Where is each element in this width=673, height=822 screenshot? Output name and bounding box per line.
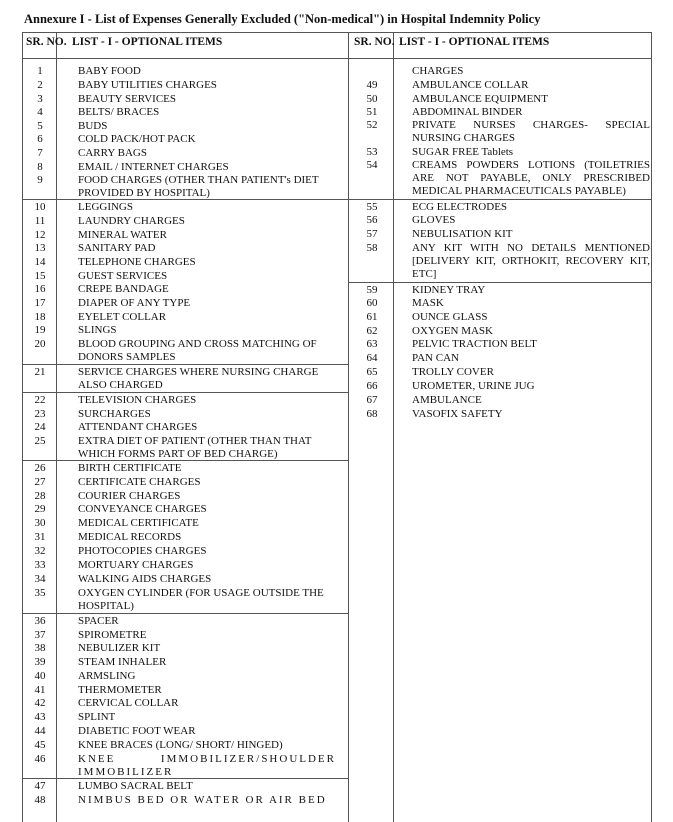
item-text: GLOVES <box>412 214 456 226</box>
serial-number: 9 <box>37 174 43 186</box>
serial-number: 29 <box>34 503 46 515</box>
item-text: MINERAL WATER <box>78 229 167 241</box>
item-text: EYELET COLLAR <box>78 311 167 323</box>
left-item-row <box>22 656 392 669</box>
serial-number: 58 <box>366 242 378 254</box>
left-item-row <box>22 297 392 310</box>
item-text: CREAMS POWDERS LOTIONS (TOILETRIES ARE NOT PAYABLE, ONLY PRESCRIBED MEDICAL PHARMACEUTICALS PAYABLE) <box>412 159 650 197</box>
serial-number: 3 <box>37 93 43 105</box>
item-text: OUNCE GLASS <box>412 311 488 323</box>
item-text: SUGAR FREE Tablets <box>412 146 514 158</box>
serial-number: 40 <box>34 670 46 682</box>
serial-number: 55 <box>366 201 378 213</box>
left-item-row <box>22 174 392 200</box>
item-text: ARMSLING <box>78 670 136 682</box>
item-text: SPIROMETRE <box>78 629 147 641</box>
item-text: LAUNDRY CHARGES <box>78 215 185 227</box>
left-item-row <box>22 490 392 503</box>
serial-number: 48 <box>34 794 46 806</box>
left-item-row <box>22 242 392 255</box>
left-item-row <box>22 106 392 119</box>
right-item-row <box>350 325 652 338</box>
serial-number: 44 <box>34 725 46 737</box>
item-text: SLINGS <box>78 324 117 336</box>
item-text: SURCHARGES <box>78 408 151 420</box>
left-row-divider <box>22 778 348 779</box>
left-item-row <box>22 93 392 106</box>
item-text: FOOD CHARGES (OTHER THAN PATIENT's DIET PROVIDED BY HOSPITAL) <box>78 174 319 199</box>
item-text: MASK <box>412 297 444 309</box>
right-item-row <box>350 93 652 106</box>
right-item-row <box>350 201 652 214</box>
serial-number: 26 <box>34 462 46 474</box>
serial-number: 56 <box>366 214 378 226</box>
item-text: CARRY BAGS <box>78 147 147 159</box>
item-text: BABY UTILITIES CHARGES <box>78 79 217 91</box>
serial-number: 35 <box>34 587 46 599</box>
left-item-row <box>22 725 392 738</box>
item-text: ABDOMINAL BINDER <box>412 106 523 118</box>
serial-number: 37 <box>34 629 46 641</box>
serial-number: 49 <box>366 79 378 91</box>
right-item-row <box>350 242 652 281</box>
serial-number: 10 <box>34 201 46 213</box>
serial-number: 42 <box>34 697 46 709</box>
item-text: MEDICAL CERTIFICATE <box>78 517 199 529</box>
left-item-row <box>22 79 392 92</box>
serial-number: 46 <box>34 753 46 765</box>
left-item-row <box>22 739 392 752</box>
serial-number: 22 <box>34 394 46 406</box>
item-text: ECG ELECTRODES <box>412 201 508 213</box>
item-text: PELVIC TRACTION BELT <box>412 338 537 350</box>
right-sr-header: SR. NO. <box>354 36 395 48</box>
right-item-row <box>350 408 652 421</box>
left-row-divider <box>22 199 348 200</box>
serial-number: 4 <box>37 106 43 118</box>
item-text: NIMBUS BED OR WATER OR AIR BED <box>78 794 327 806</box>
right-item-row <box>350 119 652 145</box>
item-text: SERVICE CHARGES WHERE NURSING CHARGE ALSO CHARGED <box>78 366 319 391</box>
left-item-row <box>22 161 392 174</box>
left-item-row <box>22 476 392 489</box>
item-text: MORTUARY CHARGES <box>78 559 194 571</box>
right-item-row <box>350 394 652 407</box>
serial-number: 19 <box>34 324 46 336</box>
left-row-divider <box>22 392 348 393</box>
item-text: ATTENDANT CHARGES <box>78 421 198 433</box>
item-text: DIABETIC FOOT WEAR <box>78 725 196 737</box>
right-item-row <box>350 338 652 351</box>
right-item-row <box>350 65 652 78</box>
serial-number: 7 <box>37 147 43 159</box>
right-item-row <box>350 106 652 119</box>
item-text: TROLLY COVER <box>412 366 494 378</box>
serial-number: 20 <box>34 338 46 350</box>
left-item-row <box>22 780 392 793</box>
right-item-row <box>350 366 652 379</box>
left-item-row <box>22 435 392 461</box>
right-row-divider <box>348 199 652 200</box>
serial-number: 47 <box>34 780 46 792</box>
item-text: BEAUTY SERVICES <box>78 93 177 105</box>
serial-number: 27 <box>34 476 46 488</box>
serial-number: 13 <box>34 242 46 254</box>
serial-number: 38 <box>34 642 46 654</box>
item-text: BUDS <box>78 120 108 132</box>
serial-number: 53 <box>366 146 378 158</box>
item-text: LUMBO SACRAL BELT <box>78 780 193 792</box>
right-item-row <box>350 311 652 324</box>
item-text: EXTRA DIET OF PATIENT (OTHER THAN THAT WHICH FORMS PART OF BED CHARGE) <box>78 435 312 460</box>
left-item-row <box>22 270 392 283</box>
item-text: AMBULANCE COLLAR <box>412 79 529 91</box>
right-item-row <box>350 352 652 365</box>
serial-number: 59 <box>366 284 378 296</box>
right-item-row <box>350 159 652 198</box>
serial-number: 23 <box>34 408 46 420</box>
serial-number: 36 <box>34 615 46 627</box>
item-text: BABY FOOD <box>78 65 141 77</box>
left-item-row <box>22 283 392 296</box>
item-text: NEBULIZER KIT <box>78 642 161 654</box>
serial-number: 60 <box>366 297 378 309</box>
left-item-row <box>22 215 392 228</box>
left-item-row <box>22 753 392 779</box>
serial-number: 68 <box>366 408 378 420</box>
item-text: WALKING AIDS CHARGES <box>78 573 212 585</box>
serial-number: 67 <box>366 394 378 406</box>
left-item-row <box>22 229 392 242</box>
item-text: COLD PACK/HOT PACK <box>78 133 196 145</box>
left-item-row <box>22 559 392 572</box>
item-text: SANITARY PAD <box>78 242 156 254</box>
left-item-row <box>22 338 392 364</box>
left-item-row <box>22 711 392 724</box>
document-title: Annexure I - List of Expenses Generally Excluded ("Non-medical") in Hospital Indemnity Policy <box>24 12 541 26</box>
item-text: OXYGEN MASK <box>412 325 493 337</box>
left-item-row <box>22 573 392 586</box>
item-text: SPACER <box>78 615 119 627</box>
item-text: CERTIFICATE CHARGES <box>78 476 201 488</box>
left-list-header: LIST - I - OPTIONAL ITEMS <box>72 36 223 48</box>
item-text: BELTS/ BRACES <box>78 106 160 118</box>
item-text: CONVEYANCE CHARGES <box>78 503 207 515</box>
serial-number: 8 <box>37 161 43 173</box>
item-text: KNEE BRACES (LONG/ SHORT/ HINGED) <box>78 739 283 751</box>
serial-number: 11 <box>34 215 46 227</box>
left-item-row <box>22 147 392 160</box>
left-item-row <box>22 697 392 710</box>
serial-number: 17 <box>34 297 46 309</box>
left-item-row <box>22 421 392 434</box>
left-row-divider <box>22 460 348 461</box>
serial-number: 16 <box>34 283 46 295</box>
left-item-row <box>22 366 392 392</box>
item-text: VASOFIX SAFETY <box>412 408 503 420</box>
item-text: OXYGEN CYLINDER (FOR USAGE OUTSIDE THE HOSPITAL) <box>78 587 324 612</box>
left-item-row <box>22 794 392 807</box>
item-text: PHOTOCOPIES CHARGES <box>78 545 207 557</box>
left-row-divider <box>22 364 348 365</box>
left-item-row <box>22 133 392 146</box>
item-text: MEDICAL RECORDS <box>78 531 182 543</box>
item-text: TELEPHONE CHARGES <box>78 256 196 268</box>
left-item-row <box>22 545 392 558</box>
serial-number: 21 <box>34 366 46 378</box>
item-text: AMBULANCE EQUIPMENT <box>412 93 548 105</box>
serial-number: 39 <box>34 656 46 668</box>
left-item-row <box>22 462 392 475</box>
serial-number: 65 <box>366 366 378 378</box>
serial-number: 64 <box>366 352 378 364</box>
right-list-header: LIST - I - OPTIONAL ITEMS <box>399 36 550 48</box>
left-item-row <box>22 311 392 324</box>
serial-number: 33 <box>34 559 46 571</box>
serial-number: 57 <box>366 228 378 240</box>
left-item-row <box>22 503 392 516</box>
item-text: CREPE BANDAGE <box>78 283 169 295</box>
left-row-divider <box>22 613 348 614</box>
serial-number: 30 <box>34 517 46 529</box>
serial-number: 45 <box>34 739 46 751</box>
left-item-row <box>22 587 392 613</box>
serial-number: 25 <box>34 435 46 447</box>
header-divider <box>22 58 652 59</box>
left-item-row <box>22 615 392 628</box>
item-text: BLOOD GROUPING AND CROSS MATCHING OF DONORS SAMPLES <box>78 338 317 363</box>
item-text: KIDNEY TRAY <box>412 284 486 296</box>
serial-number: 43 <box>34 711 46 723</box>
item-text: DIAPER OF ANY TYPE <box>78 297 191 309</box>
right-item-row <box>350 284 652 297</box>
left-item-row <box>22 670 392 683</box>
serial-number: 41 <box>34 684 46 696</box>
item-text: EMAIL / INTERNET CHARGES <box>78 161 229 173</box>
item-text: BIRTH CERTIFICATE <box>78 462 182 474</box>
serial-number: 15 <box>34 270 46 282</box>
right-row-divider <box>348 282 652 283</box>
left-item-row <box>22 408 392 421</box>
left-item-row <box>22 684 392 697</box>
serial-number: 1 <box>37 65 43 77</box>
serial-number: 2 <box>37 79 43 91</box>
left-item-row <box>22 394 392 407</box>
serial-number: 6 <box>37 133 43 145</box>
left-item-row <box>22 120 392 133</box>
item-text: PRIVATE NURSES CHARGES- SPECIAL NURSING CHARGES <box>412 119 650 144</box>
left-sr-header: SR. NO. <box>26 36 67 48</box>
item-text: PAN CAN <box>412 352 459 364</box>
right-item-row <box>350 79 652 92</box>
serial-number: 12 <box>34 229 46 241</box>
serial-number: 66 <box>366 380 378 392</box>
serial-number: 61 <box>366 311 378 323</box>
serial-number: 18 <box>34 311 46 323</box>
serial-number: 54 <box>366 159 378 171</box>
right-item-row <box>350 297 652 310</box>
item-text: COURIER CHARGES <box>78 490 181 502</box>
item-text: KNEE IMMOBILIZER/SHOULDER IMMOBILIZER <box>78 753 336 778</box>
serial-number: 31 <box>34 531 46 543</box>
left-item-row <box>22 201 392 214</box>
item-text: CHARGES <box>412 65 464 77</box>
serial-number: 14 <box>34 256 46 268</box>
left-item-row <box>22 531 392 544</box>
item-text: SPLINT <box>78 711 116 723</box>
serial-number: 51 <box>366 106 378 118</box>
left-item-row <box>22 256 392 269</box>
serial-number: 63 <box>366 338 378 350</box>
item-text: CERVICAL COLLAR <box>78 697 179 709</box>
serial-number: 34 <box>34 573 46 585</box>
right-item-row <box>350 380 652 393</box>
left-item-row <box>22 517 392 530</box>
item-text: ANY KIT WITH NO DETAILS MENTIONED [DELIVERY KIT, ORTHOKIT, RECOVERY KIT, ETC] <box>412 242 650 280</box>
item-text: GUEST SERVICES <box>78 270 168 282</box>
item-text: NEBULISATION KIT <box>412 228 513 240</box>
item-text: THERMOMETER <box>78 684 162 696</box>
right-item-row <box>350 214 652 227</box>
serial-number: 50 <box>366 93 378 105</box>
item-text: LEGGINGS <box>78 201 133 213</box>
item-text: STEAM INHALER <box>78 656 167 668</box>
serial-number: 32 <box>34 545 46 557</box>
item-text: UROMETER, URINE JUG <box>412 380 535 392</box>
serial-number: 28 <box>34 490 46 502</box>
item-text: TELEVISION CHARGES <box>78 394 197 406</box>
left-item-row <box>22 324 392 337</box>
item-text: AMBULANCE <box>412 394 482 406</box>
right-item-row <box>350 228 652 241</box>
serial-number: 24 <box>34 421 46 433</box>
serial-number: 5 <box>37 120 43 132</box>
left-item-row <box>22 642 392 655</box>
serial-number: 62 <box>366 325 378 337</box>
left-item-row <box>22 629 392 642</box>
right-item-row <box>350 146 652 159</box>
left-item-row <box>22 65 392 78</box>
serial-number: 52 <box>366 119 378 131</box>
